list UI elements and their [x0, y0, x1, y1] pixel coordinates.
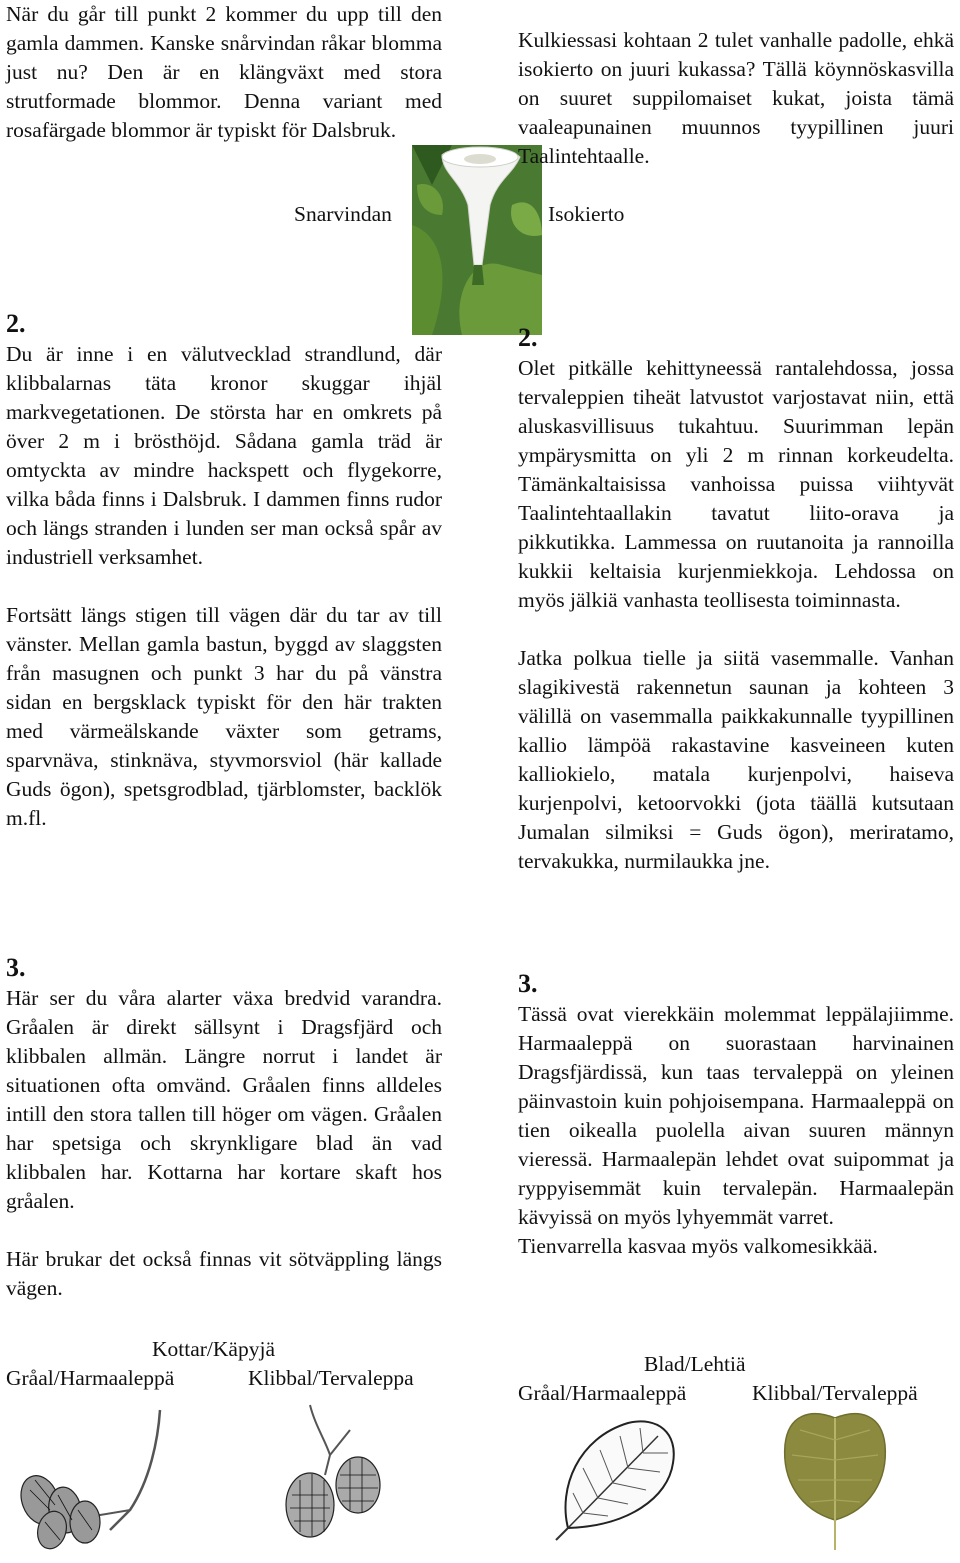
section-number: 2. — [6, 309, 26, 338]
section-text: Tässä ovat vierekkäin molemmat leppälajiimme. Harmaaleppä on suorastaan harvinainen Dragsfjärdissä, kun taas tervaleppä on yleinen päinvastoin kuin pohjoisempana. Harmaaleppä on tien oikealla puolella aivan suuren männyn vieressä. Harmaalepän lehdet ovat suipommat ja ryppyisemmät kuin tervalepän. Harmaalepän kävyissä on myös lyhyemmät varret. — [518, 1002, 954, 1229]
black-alder-leaf-illustration — [780, 1400, 890, 1555]
cones-label-right: Klibbal/Tervaleppa — [248, 1366, 414, 1390]
section-number: 3. — [6, 953, 26, 982]
bindweed-flower-photo — [412, 145, 542, 335]
section-text: Här brukar det också finnas vit sötväppling längs vägen. — [6, 1247, 442, 1300]
section-text: Tienvarrella kasvaa myös valkomesikkää. — [518, 1234, 878, 1258]
finnish-section-3 — [518, 968, 954, 1261]
swedish-section-3 — [6, 952, 442, 1303]
black-alder-cones-illustration — [270, 1400, 410, 1550]
section-text: Olet pitkälle kehittyneessä rantalehdossa, jossa tervaleppien tiheät latvustot varjostavat niin, että aluskasvillisuus tukahtuu. Suurimman lepän ympärysmitta on yli 2 m rinnan korkeudelta. Tämänkaltaisissa vanhoissa puissa viihtyvät Taalintehtaallakin tavatut liito-orava ja pikkutikka. Lammessa on ruutanoita ja rannoilla kukkii keltaisia kurjenmiekkoja. Lehdossa on myös jälkiä vanhasta teollisesta toiminnasta. — [518, 356, 954, 612]
finnish-plant-caption: Isokierto — [548, 202, 625, 226]
section-text: Här ser du våra alarter växa bredvid varandra. Gråalen är direkt sällsynt i Dragsfjärd och klibbalen allmän. Längre norrut i landet är situationen ofta omvänd. Gråalen finns alldeles intill den stora tallen till höger om vägen. Gråalen har spetsiga och skrynkligare blad än vad klibbalen har. Kottarna har kortare skaft hos gråalen. — [6, 986, 442, 1213]
section-number: 3. — [518, 969, 538, 998]
grey-alder-cones-illustration — [10, 1400, 190, 1550]
swedish-section-2 — [6, 308, 442, 833]
cones-label-left: Gråal/Harmaaleppä — [6, 1366, 175, 1390]
finnish-section-2 — [518, 322, 954, 876]
section-text: Fortsätt längs stigen till vägen där du tar av till vänster. Mellan gamla bastun, byggd av slaggsten från masugnen och punkt 3 har du på vänstra sidan en bergsklack typiskt för den här trakten med värmeälskande växter som getrams, sparvnäva, stinknäva, styvmorsviol (här kallade Guds ögon), spetsgrodblad, tjärblomster, backlök m.fl. — [6, 603, 442, 830]
finnish-intro: Kulkiessasi kohtaan 2 tulet vanhalle padolle, ehkä isokierto on juuri kukassa? Tällä köynnöskasvilla on suuret suppilomaiset kukat, joista tämä vaaleapunainen muunnos tyypillinen juuri Taalintehtaalle. — [518, 28, 954, 168]
swedish-plant-caption: Snarvindan — [294, 202, 392, 226]
swedish-intro: När du går till punkt 2 kommer du upp till den gamla dammen. Kanske snårvindan råkar blomma just nu? Den är en klängväxt med stora strutformade blommor. Denna variant med rosafärgade blommor är typiskt för Dalsbruk. — [6, 2, 442, 142]
section-text: Du är inne i en välutvecklad strandlund, där klibbalarnas täta kronor skuggar ihjäl markvegetationen. De största har en omkrets på över 2 m i brösthöjd. Sådana gamla träd är omtyckta av mindre hackspett och flygekorre, vilka båda finns i Dalsbruk. I dammen finns rudor och längs stranden i lunden ser man också spår av industriell verksamhet. — [6, 342, 442, 569]
cones-title: Kottar/Käpyjä — [152, 1337, 275, 1361]
section-text: Jatka polkua tielle ja siitä vasemmalle. Vanhan slagikivestä rakennetun saunan ja kohteen 3 välillä on vasemmalla paikkakunnalle tyypillinen kallio lämpöä rakastavine kasveineen kuten kalliokielo, matala kurjenpolvi, haiseva kurjenpolvi, ketoorvokki (jota täällä kutsutaan Jumalan silmiksi = Guds ögon), meriratamo, tervakukka, nurmilaukka jne. — [518, 646, 954, 873]
grey-alder-leaf-illustration — [548, 1408, 688, 1543]
leaves-label-right: Klibbal/Tervaleppä — [752, 1381, 918, 1405]
section-number: 2. — [518, 323, 538, 352]
leaves-title: Blad/Lehtiä — [644, 1352, 746, 1376]
leaves-label-left: Gråal/Harmaaleppä — [518, 1381, 687, 1405]
